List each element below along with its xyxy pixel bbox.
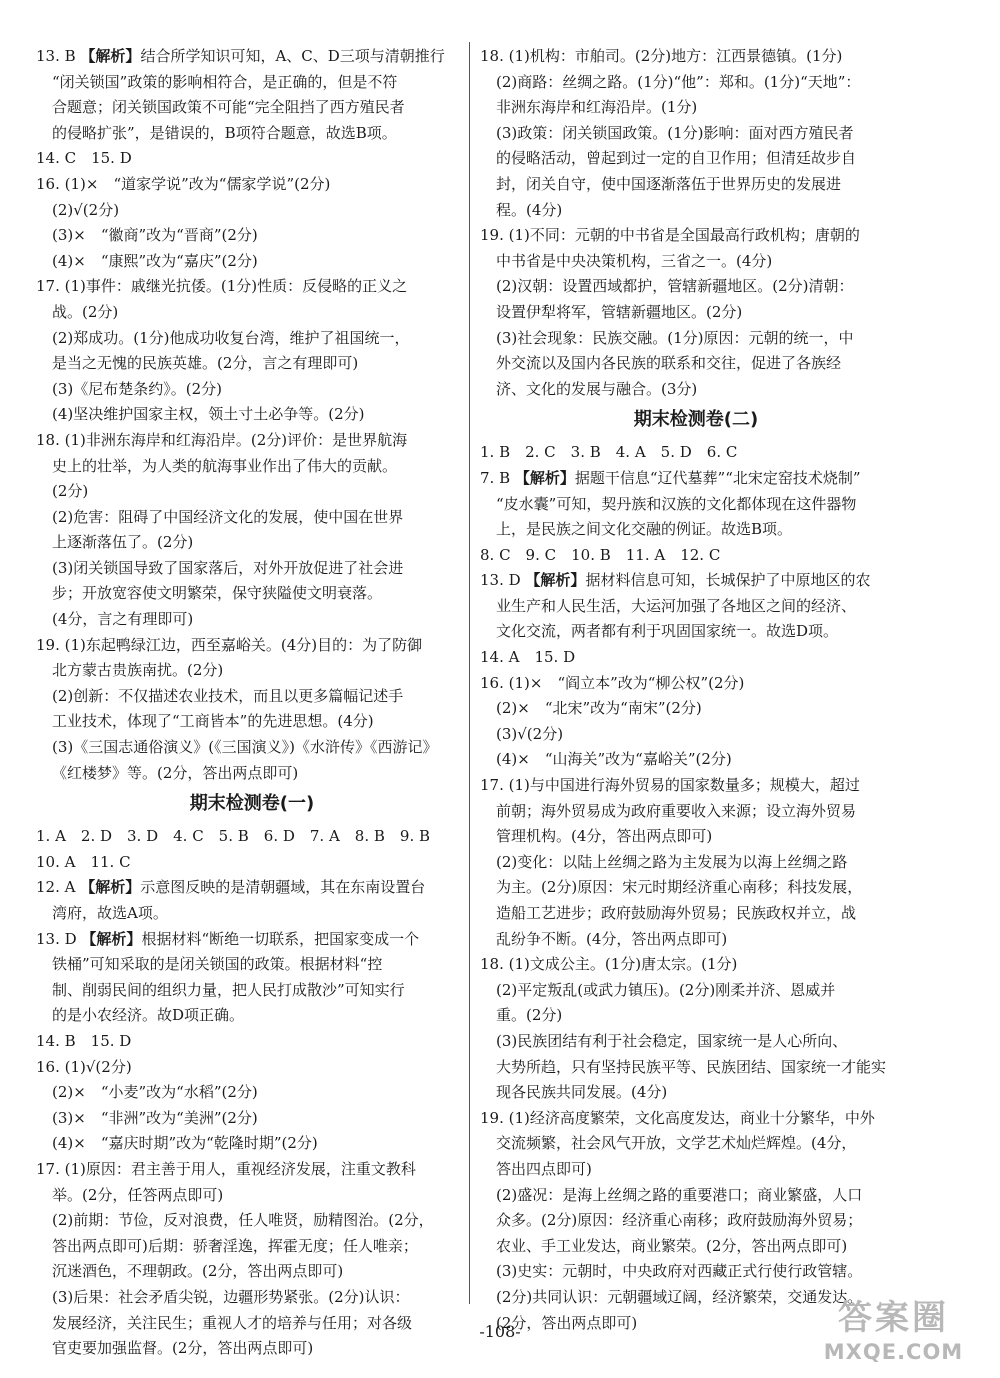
answer-line: 重。(2分) — [496, 1006, 563, 1025]
answer-line: 文化交流，两者都有利于巩固国家统一。故选D项。 — [496, 622, 839, 641]
answer-line: “闭关锁国”政策的影响相符合，是正确的，但是不符 — [52, 72, 398, 91]
answer-line: 举。(2分，任答两点即可) — [52, 1185, 224, 1204]
answer-line: 18. (1)机构：市舶司。(2分)地方：江西景德镇。(1分) — [480, 47, 843, 65]
answer-line: 众多。(2分)原因：经济重心南移；政府鼓励海外贸易； — [496, 1211, 863, 1230]
answer-line: 14. B 15. D — [36, 1031, 132, 1050]
answer-line: 13. B 【解析】结合所学知识可知，A、C、D三项与清朝推行 — [36, 47, 445, 65]
answer-line: 程。(4分) — [496, 200, 563, 219]
answer-line: (2)商路：丝绸之路。(1分)“他”：郑和。(1分)“天地”： — [496, 72, 861, 91]
analysis-marker: 【解析】 — [80, 47, 141, 65]
answer-line: (3)社会现象：民族交融。(1分)原因：元朝的统一，中 — [496, 328, 854, 347]
answer-line: (3)史实：元朝时，中央政府对西藏正式行使行政管辖。 — [496, 1262, 863, 1281]
answer-line: 沉迷酒色，不理朝政。(2分，答出两点即可) — [52, 1262, 344, 1281]
answer-line: 《红楼梦》等。(2分，答出两点即可) — [52, 763, 299, 782]
answer-line: 是当之无愧的民族英雄。(2分，言之有理即可) — [52, 354, 359, 373]
answer-line: 12. A 【解析】示意图反映的是清朝疆域，其在东南设置台 — [36, 878, 426, 897]
answer-line: (2)前期：节俭，反对浪费，任人唯贤，励精图治。(2分， — [52, 1211, 434, 1230]
answer-line: (2分，答出两点即可) — [496, 1313, 638, 1332]
answer-line: 乱纷争不断。(4分，答出两点即可) — [496, 929, 728, 948]
answer-line: (2)郑成功。(1分)他成功收复台湾，维护了祖国统一， — [52, 328, 410, 347]
answer-line: 16. (1)× “阎立本”改为“柳公权”(2分) — [480, 673, 745, 692]
answer-line: 答出两点即可)后期：骄奢淫逸，挥霍无度；任人唯亲； — [52, 1236, 418, 1255]
answer-line: 中书省是中央决策机构，三省之一。(4分) — [496, 251, 773, 270]
answer-line: 大势所趋，只有坚持民族平等、民族团结、国家统一才能实 — [496, 1057, 887, 1076]
answer-line: 19. (1)东起鸭绿江边，西至嘉峪关。(4分)目的：为了防御 — [36, 635, 423, 654]
answer-line: 外交流以及国内各民族的联系和交往，促进了各族经 — [496, 354, 842, 373]
answer-line: 业生产和人民生活，大运河加强了各地区之间的经济、 — [496, 596, 857, 615]
page-number: -108- — [479, 1322, 521, 1341]
answer-line: (3)后果：社会矛盾尖锐，边疆形势紧张。(2分)认识： — [52, 1287, 410, 1306]
answer-line: (2)危害：阻碍了中国经济文化的发展，使中国在世界 — [52, 507, 404, 526]
analysis-marker: 【解析】 — [525, 571, 586, 590]
answer-line: 工业技术，体现了“工商皆本”的先进思想。(4分) — [52, 712, 374, 731]
watermark-url: MXQE.COM — [823, 1340, 964, 1364]
answer-line: (3)《尼布楚条约》。(2分) — [52, 379, 222, 398]
answer-line: (3)《三国志通俗演义》(《三国演义》)《水浒传》《西游记》 — [52, 738, 438, 757]
answer-line: (4)坚决维护国家主权，领土寸土必争等。(2分) — [52, 405, 365, 424]
answer-line: (3)√(2分) — [496, 724, 564, 743]
answer-line: 交流频繁，社会风气开放，文学艺术灿烂辉煌。(4分， — [496, 1134, 857, 1153]
watermark-title: 答案圈 — [838, 1298, 949, 1338]
answer-line: 的侵略活动，曾起到过一定的自卫作用；但清廷故步自 — [496, 149, 857, 168]
answer-line: 史上的壮举，为人类的航海事业作出了伟大的贡献。 — [52, 456, 398, 475]
answer-line: (2)× “北宋”改为“南宋”(2分) — [496, 699, 702, 718]
answer-line: 济、文化的发展与融合。(3分) — [496, 379, 698, 398]
answer-line: (2)平定叛乱(或武力镇压)。(2分)刚柔并济、恩威并 — [496, 980, 836, 999]
answer-line: (3)闭关锁国导致了国家落后，对外开放促进了社会进 — [52, 558, 404, 577]
answer-line: 铁桶”可知采取的是闭关锁国的政策。根据材料“控 — [52, 955, 383, 974]
answer-line: 发展经济，关注民生；重视人才的培养与任用；对各级 — [52, 1313, 413, 1332]
answer-line: 非洲东海岸和红海沿岸。(1分) — [496, 98, 698, 117]
answer-line: 造船工艺进步；政府鼓励海外贸易；民族政权并立，战 — [496, 904, 857, 922]
answer-line: 14. C 15. D — [36, 149, 132, 168]
answer-line: 14. A 15. D — [480, 648, 576, 667]
answer-line: 19. (1)经济高度繁荣，文化高度发达，商业十分繁华，中外 — [480, 1108, 875, 1127]
answer-line: 16. (1)√(2分) — [36, 1057, 132, 1076]
answer-line: 19. (1)不同：元朝的中书省是全国最高行政机构；唐朝的 — [480, 226, 860, 245]
answer-line: (2)创新：不仅描述农业技术，而且以更多篇幅记述手 — [52, 686, 404, 705]
answer-line: 13. D 【解析】据材料信息可知，长城保护了中原地区的农 — [480, 571, 871, 590]
answer-line: 湾府，故选A项。 — [52, 904, 168, 922]
answer-line: (2)√(2分) — [52, 200, 120, 219]
answer-line: (4分，言之有理即可) — [52, 610, 194, 629]
answer-line: 答出四点即可) — [496, 1159, 592, 1178]
answer-line: 17. (1)原因：君主善于用人，重视经济发展，注重文教科 — [36, 1159, 416, 1178]
answer-line: 13. D 【解析】根据材料“断绝一切联系，把国家变成一个 — [36, 929, 420, 948]
section-heading: 期末检测卷(一) — [189, 793, 315, 815]
answer-line: 步；开放宽容使文明繁荣，保守狭隘使文明衰落。 — [52, 584, 383, 603]
answer-line: 17. (1)与中国进行海外贸易的国家数量多；规模大，超过 — [480, 776, 860, 795]
answer-line: 前朝；海外贸易成为政府重要收入来源；设立海外贸易 — [496, 801, 857, 820]
answer-line: 官吏要加强监督。(2分，答出两点即可) — [52, 1339, 314, 1358]
answer-line: (2)汉朝：设置西域都护，管辖新疆地区。(2分)清朝： — [496, 277, 854, 296]
answer-line: 上，是民族之间文化交融的例证。故选B项。 — [496, 520, 793, 539]
analysis-marker: 【解析】 — [514, 468, 575, 487]
answer-line: 1. A 2. D 3. D 4. C 5. B 6. D 7. A 8. B 9. B — [36, 827, 431, 846]
answer-line: 管理机构。(4分，答出两点即可) — [496, 827, 713, 846]
answer-line: (4)× “山海关”改为“嘉峪关”(2分) — [496, 750, 732, 769]
analysis-marker: 【解析】 — [80, 878, 141, 897]
answer-line: 16. (1)× “道家学说”改为“儒家学说”(2分) — [36, 174, 331, 193]
answer-line: (3)× “徽商”改为“晋商”(2分) — [52, 226, 258, 245]
answer-line: 为主。(2分)原因：宋元时期经济重心南移；科技发展， — [496, 878, 863, 897]
answer-line: 8. C 9. C 10. B 11. A 12. C — [480, 545, 721, 564]
answer-line: (4)× “康熙”改为“嘉庆”(2分) — [52, 251, 258, 270]
column-divider — [469, 42, 470, 1304]
answer-line: 的是小农经济。故D项正确。 — [52, 1006, 245, 1025]
answer-line: 上逐渐落伍了。(2分) — [52, 533, 194, 552]
answer-line: 18. (1)非洲东海岸和红海沿岸。(2分)评价：是世界航海 — [36, 430, 408, 449]
answer-line: 现各民族共同发展。(4分) — [496, 1083, 668, 1102]
watermark-logo — [801, 1296, 986, 1374]
answer-line: (3)政策：闭关锁国政策。(1分)影响：面对西方殖民者 — [496, 123, 854, 142]
answer-line: (3)民族团结有利于社会稳定，国家统一是人心所向、 — [496, 1031, 848, 1050]
right-column — [480, 44, 912, 1336]
answer-line: 制、削弱民间的组织力量，把人民打成散沙”可知实行 — [52, 980, 405, 999]
answer-line: 7. B 【解析】据题干信息“辽代墓葬”“北宋定窑技术烧制” — [480, 468, 861, 487]
answer-line: 18. (1)文成公主。(1分)唐太宗。(1分) — [480, 955, 738, 974]
answer-line: (2分) — [52, 482, 89, 501]
answer-line: 农业、手工业发达，商业繁荣。(2分，答出两点即可) — [496, 1236, 848, 1255]
analysis-marker: 【解析】 — [81, 929, 142, 948]
answer-line: (4)× “嘉庆时期”改为“乾隆时期”(2分) — [52, 1134, 318, 1153]
answer-line: (3)× “非洲”改为“美洲”(2分) — [52, 1108, 258, 1127]
answer-line: 封，闭关自守，使中国逐渐落伍于世界历史的发展进 — [496, 174, 842, 193]
answer-line: 战。(2分) — [52, 302, 119, 321]
answer-line: 1. B 2. C 3. B 4. A 5. D 6. C — [480, 443, 738, 462]
section-heading: 期末检测卷(二) — [633, 409, 759, 431]
answer-line: 10. A 11. C — [36, 852, 131, 871]
answer-line: 17. (1)事件：戚继光抗倭。(1分)性质：反侵略的正义之 — [36, 277, 408, 296]
answer-line: (2)× “小麦”改为“水稻”(2分) — [52, 1083, 258, 1102]
answer-line: (2)盛况：是海上丝绸之路的重要港口；商业繁盛，人口 — [496, 1185, 863, 1204]
answer-line: (2分)共同认识：元朝疆域辽阔，经济繁荣，交通发达。 — [496, 1287, 863, 1306]
answer-line: 合题意；闭关锁国政策不可能“完全阻挡了西方殖民者 — [52, 98, 405, 117]
answer-line: “皮水囊”可知，契丹族和汉族的文化都体现在这件器物 — [496, 494, 857, 513]
answer-line: (2)变化：以陆上丝绸之路为主发展为以海上丝绸之路 — [496, 852, 848, 871]
left-column — [36, 44, 468, 1362]
answer-line: 北方蒙古贵族南扰。(2分) — [52, 661, 224, 680]
answer-line: 设置伊犁将军，管辖新疆地区。(2分) — [496, 302, 743, 321]
answer-line: 的侵略扩张”，是错误的，B项符合题意，故选B项。 — [52, 123, 397, 142]
